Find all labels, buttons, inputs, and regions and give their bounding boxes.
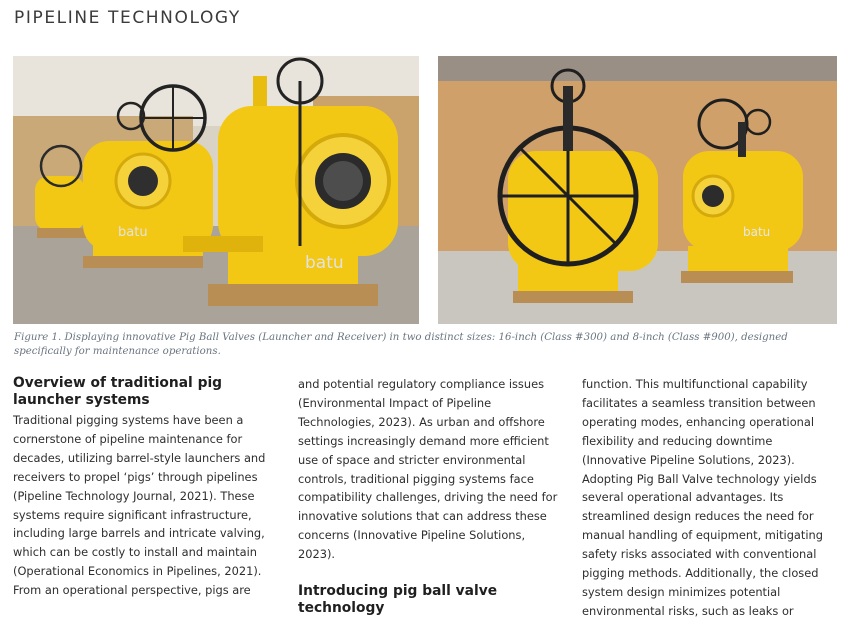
page-header-title: PIPELINE TECHNOLOGY (14, 8, 241, 28)
section-heading-introducing: Introducing pig ball valve technology (298, 583, 498, 617)
text-column-1 (13, 375, 277, 600)
paragraph: Traditional pigging systems have been a cornerstone of pipeline maintenance for decades, utilizing barrel-style launchers and receivers to propel ‘pigs’ through pipelines (Pipeline Technology Journal, 2021). These systems require significant infrastructure, including large barrels and intricate valving, which can be costly to install and maintain (Operational Economics in Pipelines, 2021). (13, 413, 266, 579)
figure-caption: Figure 1. Displaying innovative Pig Ball Valves (Launcher and Receiver) in two distinct sizes: 16-inch (Class #300) and 8-inch (Class #900), designed specifically for maintenance operations. (14, 332, 788, 357)
paragraph: and potential regulatory compliance issues (Environmental Impact of Pipeline Technologies, 2023). As urban and offshore settings increasingly demand more efficient use of space and stricter environmental controls, traditional pigging systems face compatibility challenges, driving the need for innovative solutions that can address these concerns (Innovative Pipeline Solutions, 2023). (298, 377, 558, 562)
figure-photo-right (438, 56, 837, 324)
text-column-3 (582, 375, 838, 621)
batu-logo-left-2: batu (118, 225, 148, 240)
figure-photo-left (13, 56, 419, 324)
text-column-2 (298, 375, 560, 617)
batu-logo-left: batu (305, 253, 344, 273)
batu-logo-right: batu (743, 225, 771, 239)
paragraph: From an operational perspective, pigs are (13, 583, 251, 598)
section-heading-overview: Overview of traditional pig launcher systems (13, 375, 223, 408)
paragraph: function. This multifunctional capability facilitates a seamless transition between operating modes, enhancing operational flexibility and reducing downtime (Innovative Pipeline Solutions, 2023). Adopting Pig Ball Valve technology yields several operational advantages. Its streamlined design reduces the need for manual handling of equipment, mitigating safety risks associated with conventional pigging methods. Additionally, the closed system design minimizes potential environmental risks, such as leaks or (582, 377, 823, 618)
